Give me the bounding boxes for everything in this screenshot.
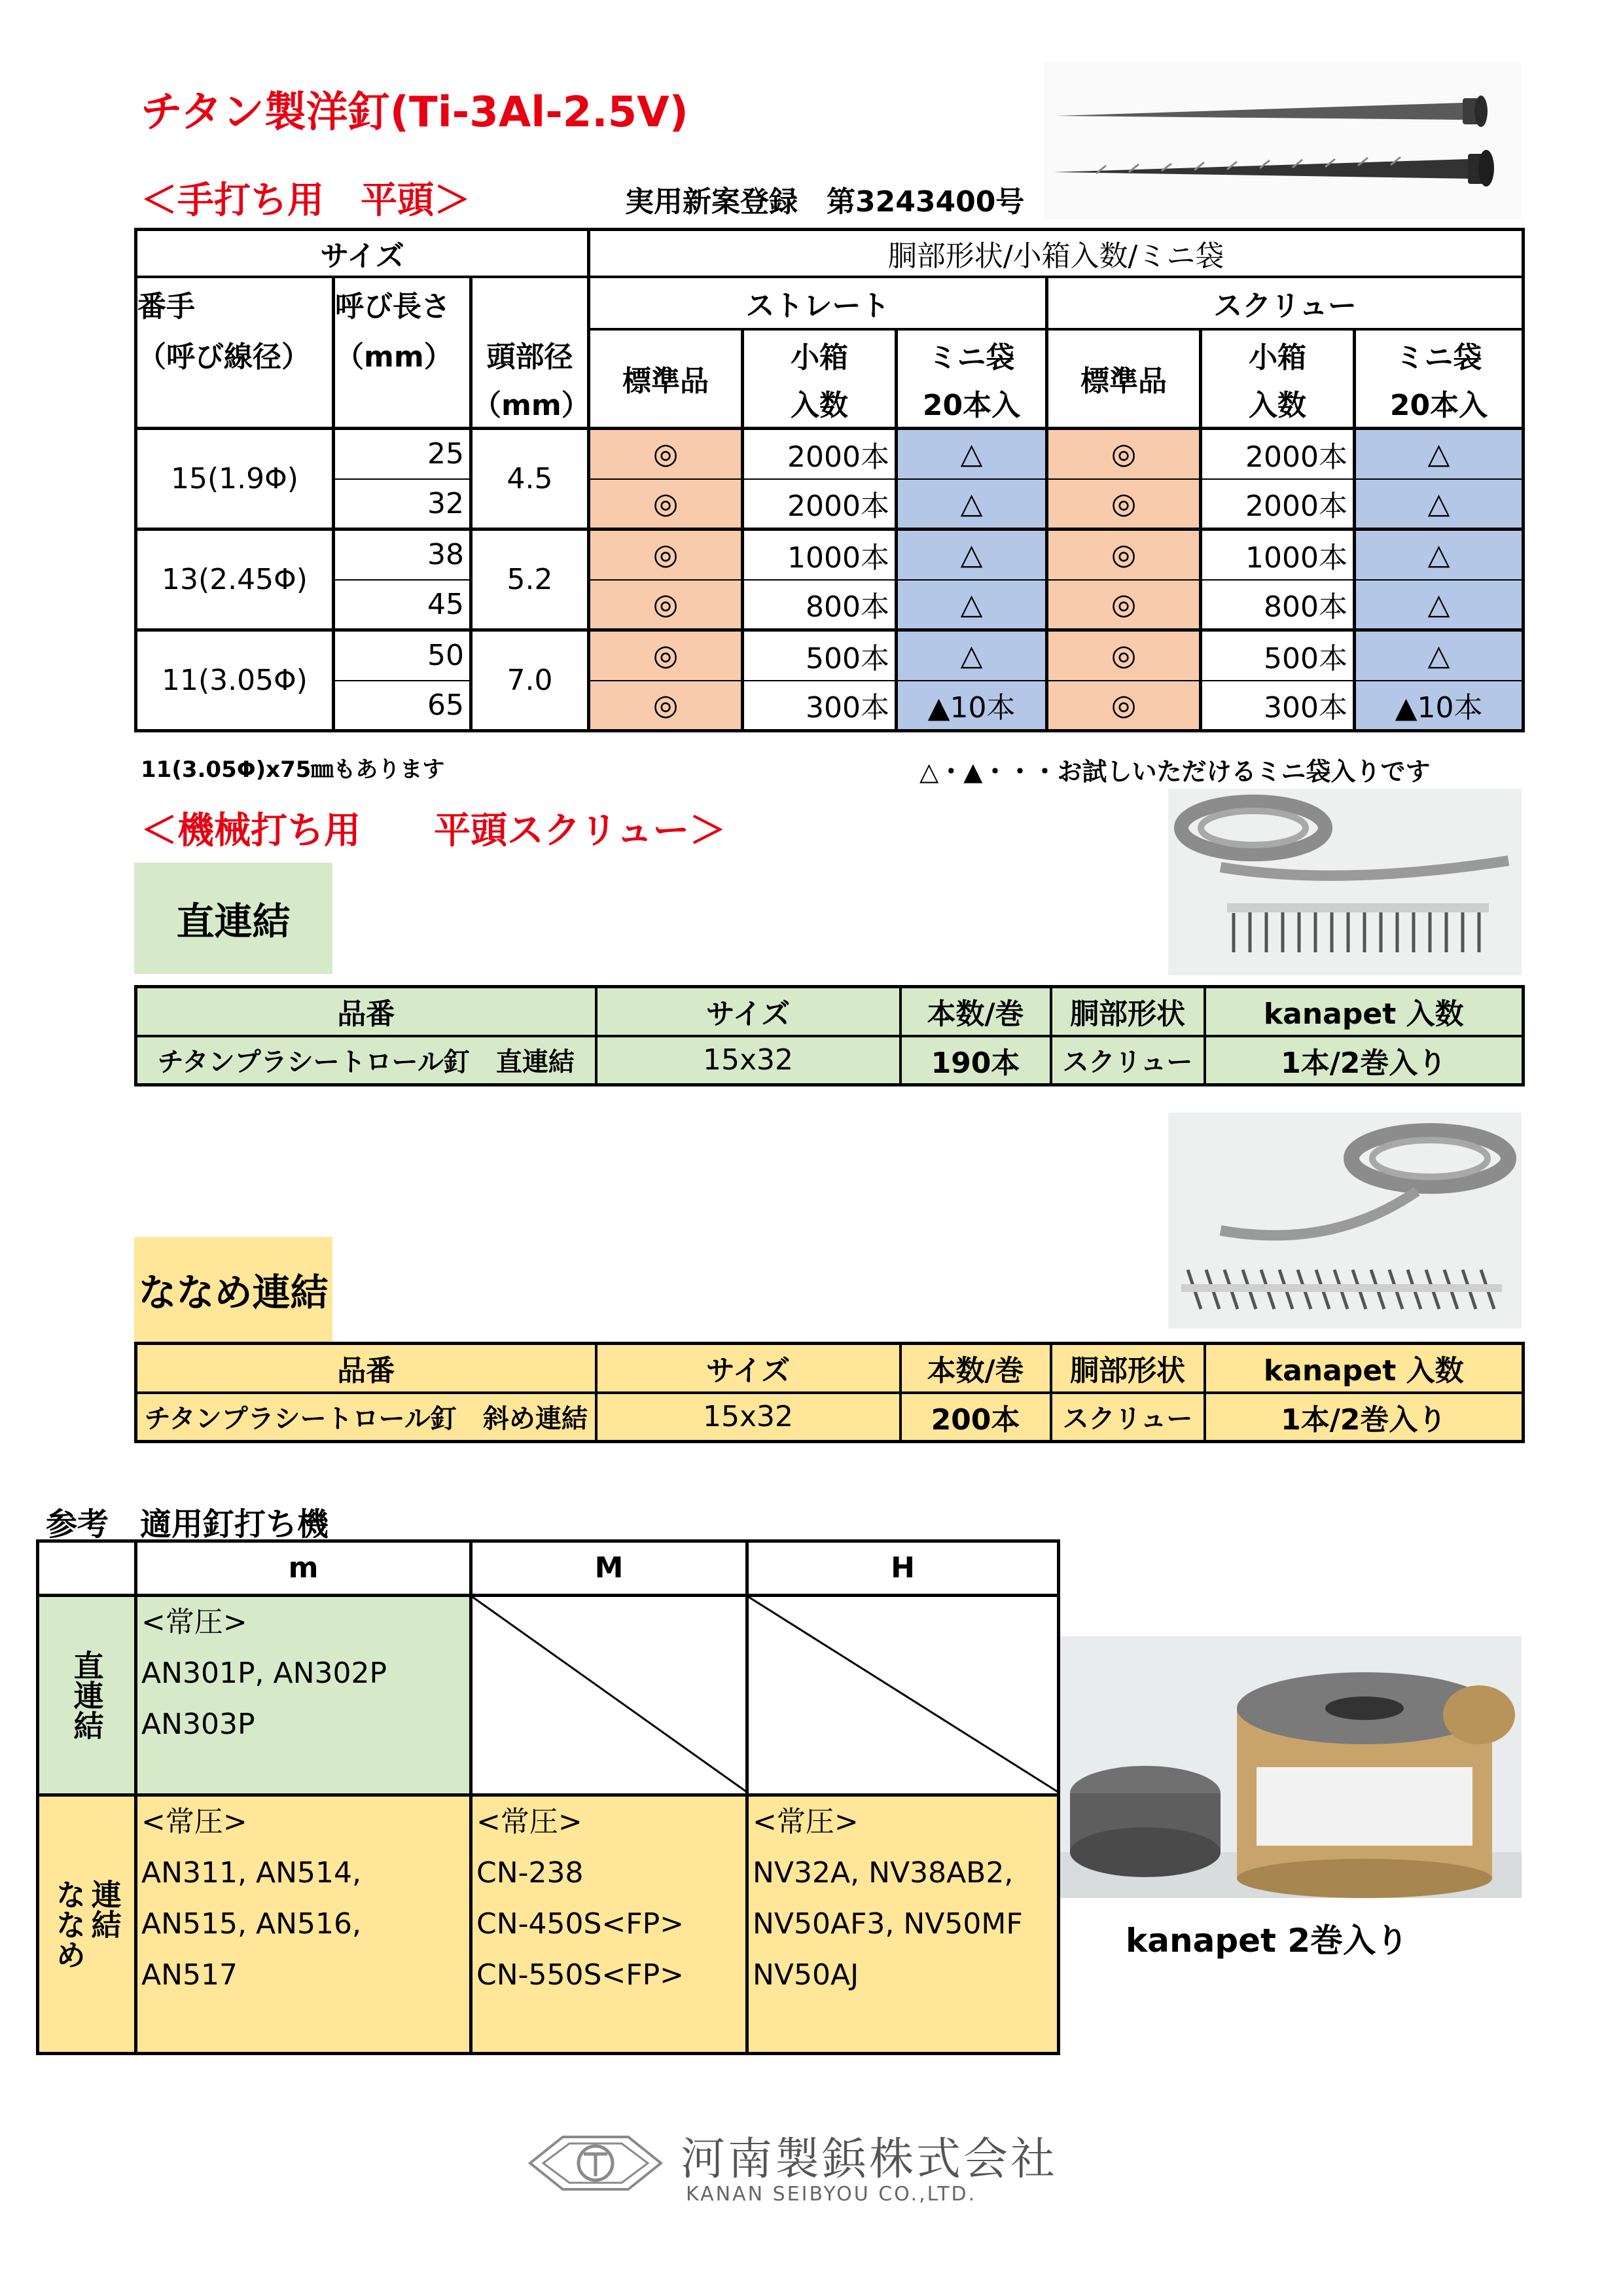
company-name-en: KANAN SEIBYOU CO.,LTD. [686,2183,977,2206]
ref-diag-M-2: CN-450S<FP> [476,1907,685,1941]
diagonal-size: 15x32 [596,1393,901,1442]
straight-mini-header: ミニ袋 [897,329,1047,379]
straight-mini-cell: △ [897,529,1047,580]
ref-direct-H-empty [747,1596,1059,1795]
screw-standard-cell: ◎ [1047,479,1201,529]
company-name: 河南製鋲株式会社 [681,2134,1058,2185]
head-cell: 7.0 [471,630,589,731]
size-header: サイズ [136,230,589,277]
screw-standard-cell: ◎ [1047,529,1201,580]
screw-box-cell: 800本 [1201,580,1355,630]
reference-heading: 参考 適用釘打ち機 [46,1506,329,1543]
head-header-sub: （mm） [471,379,589,429]
diagonal-product: チタンプラシートロール釘 斜め連結 [136,1393,596,1442]
hand-nail-table [134,228,1525,732]
direct-kanapet: 1本/2巻入り [1205,1036,1524,1085]
gauge-header: 番手 [136,277,334,329]
screw-mini-header-sub: 20本入 [1355,379,1524,429]
shape-header: 胴部形状/小箱入数/ミニ袋 [589,230,1524,277]
gauge-cell: 15(1.9Φ) [136,429,334,529]
ref-row-diagonal-label-b: ななめ [51,1879,87,1969]
ref-diag-M-0: <常圧> [476,1805,582,1839]
page-title: チタン製洋釘(Ti-3Al-2.5V) [141,88,688,137]
length-cell: 50 [334,630,471,681]
kanapet-caption: kanapet 2巻入り [1126,1922,1409,1960]
screw-standard-cell: ◎ [1047,429,1201,479]
col-shape: 胴部形状 [1051,1344,1205,1393]
straight-box-header-sub: 入数 [743,379,897,429]
screw-standard-cell: ◎ [1047,630,1201,681]
straight-mini-cell: △ [897,580,1047,630]
company-logo-icon [524,2124,668,2202]
straight-standard-header: 標準品 [589,329,743,429]
length-cell: 25 [334,429,471,479]
table-note-right: △・▲・・・お試しいただけるミニ袋入りです [919,757,1431,786]
col-count: 本数/巻 [901,1344,1051,1393]
straight-box-header: 小箱 [743,329,897,379]
screw-header: スクリュー [1047,277,1524,329]
screw-mini-header: ミニ袋 [1355,329,1524,379]
straight-box-cell: 2000本 [743,479,897,529]
direct-size: 15x32 [596,1036,901,1085]
screw-box-cell: 1000本 [1201,529,1355,580]
diagonal-shape: スクリュー [1051,1393,1205,1442]
col-kanapet: kanapet 入数 [1205,1344,1524,1393]
length-cell: 32 [334,479,471,529]
ref-col-H: H [747,1541,1059,1596]
ref-direct-m-0: <常圧> [141,1605,247,1639]
straight-header: ストレート [589,277,1047,329]
col-size: サイズ [596,987,901,1036]
col-size: サイズ [596,1344,901,1393]
screw-standard-header: 標準品 [1047,329,1201,429]
direct-shape: スクリュー [1051,1036,1205,1085]
screw-mini-cell: ▲10本 [1355,681,1524,731]
direct-count: 190本 [901,1036,1051,1085]
direct-product: チタンプラシートロール釘 直連結 [136,1036,596,1085]
straight-mini-cell: △ [897,429,1047,479]
col-count: 本数/巻 [901,987,1051,1036]
straight-standard-cell: ◎ [589,429,743,479]
straight-standard-cell: ◎ [589,630,743,681]
ref-row-diagonal-label-a: 連結 [86,1879,122,1939]
gauge-cell: 11(3.05Φ) [136,630,334,731]
straight-mini-cell: ▲10本 [897,681,1047,731]
col-product: 品番 [136,987,596,1036]
gauge-cell: 13(2.45Φ) [136,529,334,630]
col-kanapet: kanapet 入数 [1205,987,1524,1036]
straight-box-cell: 300本 [743,681,897,731]
ref-diag-H-1: NV32A, NV38AB2, [753,1856,1014,1890]
straight-mini-cell: △ [897,479,1047,529]
straight-standard-cell: ◎ [589,479,743,529]
machine-heading: ＜機械打ち用 平頭スクリュー＞ [141,810,726,852]
diagonal-table [134,1342,1525,1443]
straight-mini-header-sub: 20本入 [897,379,1047,429]
ref-diag-H-3: NV50AJ [753,1958,859,1992]
hand-heading: ＜手打ち用 平頭＞ [141,179,471,222]
ref-diag-H-0: <常圧> [753,1805,859,1839]
ref-diag-m-3: AN517 [141,1958,238,1992]
straight-box-cell: 1000本 [743,529,897,580]
straight-standard-cell: ◎ [589,580,743,630]
straight-standard-cell: ◎ [589,681,743,731]
screw-box-cell: 300本 [1201,681,1355,731]
direct-coil-photo [1168,789,1522,975]
screw-box-cell: 2000本 [1201,479,1355,529]
head-cell: 4.5 [471,429,589,529]
straight-standard-cell: ◎ [589,529,743,580]
ref-direct-m-1: AN301P, AN302P [141,1657,387,1690]
screw-mini-cell: △ [1355,630,1524,681]
ref-diag-m-0: <常圧> [141,1805,247,1839]
ref-diag-M-3: CN-550S<FP> [476,1958,685,1992]
straight-box-cell: 500本 [743,630,897,681]
straight-box-cell: 800本 [743,580,897,630]
gauge-header-sub: （呼び線径） [136,329,334,379]
ref-row-direct-label: 直連結 [69,1650,105,1740]
straight-box-cell: 2000本 [743,429,897,479]
ref-diag-m-1: AN311, AN514, [141,1856,361,1890]
ref-diag-M-1: CN-238 [476,1856,584,1890]
diagonal-tag: ななめ連結 [134,1237,332,1342]
screw-mini-cell: △ [1355,580,1524,630]
ref-col-M: M [471,1541,747,1596]
screw-box-cell: 2000本 [1201,429,1355,479]
col-product: 品番 [136,1344,596,1393]
ref-diag-H-2: NV50AF3, NV50MF [753,1907,1023,1941]
kanapet-photo [1060,1636,1522,1898]
head-cell: 5.2 [471,529,589,630]
ref-diag-m-2: AN515, AN516, [141,1907,361,1941]
col-shape: 胴部形状 [1051,987,1205,1036]
reference-table [36,1539,1060,2055]
direct-tag: 直連結 [134,863,332,974]
registration-number: 実用新案登録 第3243400号 [625,185,1025,219]
diagonal-coil-photo [1168,1113,1522,1329]
straight-mini-cell: △ [897,630,1047,681]
head-header: 頭部径 [471,329,589,379]
screw-box-header-sub: 入数 [1201,379,1355,429]
length-cell: 45 [334,580,471,630]
length-cell: 65 [334,681,471,731]
screw-mini-cell: △ [1355,529,1524,580]
ref-direct-M-empty [471,1596,747,1795]
direct-table [134,985,1525,1086]
length-cell: 38 [334,529,471,580]
length-header: 呼び長さ [334,277,471,329]
length-header-sub: （mm） [334,329,471,379]
table-note-left: 11(3.05Φ)x75㎜もあります [141,757,445,783]
screw-standard-cell: ◎ [1047,681,1201,731]
diagonal-kanapet: 1本/2巻入り [1205,1393,1524,1442]
screw-mini-cell: △ [1355,479,1524,529]
nails-photo [1044,62,1522,219]
screw-mini-cell: △ [1355,429,1524,479]
diagonal-count: 200本 [901,1393,1051,1442]
screw-box-header: 小箱 [1201,329,1355,379]
ref-col-m: m [136,1541,471,1596]
ref-direct-m-2: AN303P [141,1708,255,1741]
screw-box-cell: 500本 [1201,630,1355,681]
screw-standard-cell: ◎ [1047,580,1201,630]
